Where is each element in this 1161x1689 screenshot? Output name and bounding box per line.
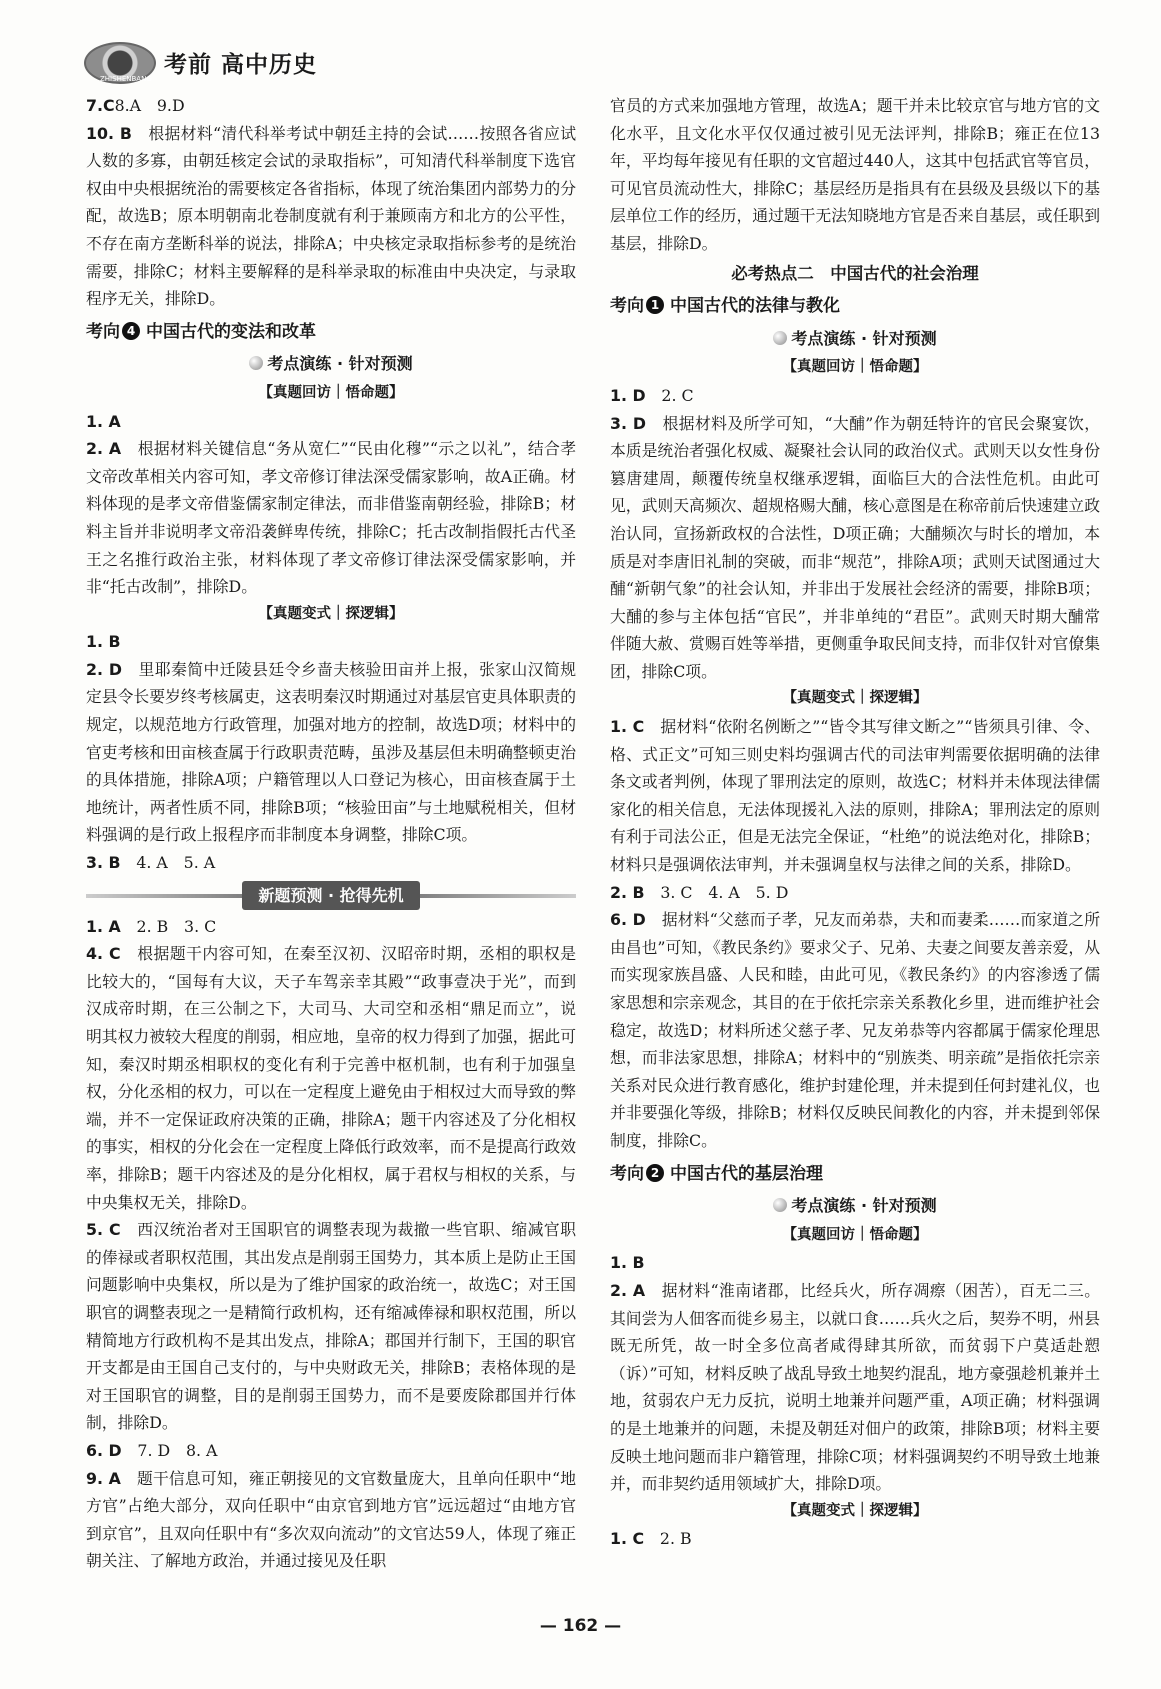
answer-text: 2. C [645, 385, 694, 405]
answer-paragraph [86, 940, 576, 1216]
heading-text: 中国古代的基层治理 [670, 1163, 823, 1184]
heading-number-badge: 4 [122, 322, 140, 340]
heading-number-badge: 2 [646, 1164, 664, 1182]
answer-text: 8.A 9.D [114, 96, 185, 115]
banner-label: 新题预测 · 抢得先机 [242, 881, 419, 911]
bracket-heading: 【真题变式｜探逻辑】 [258, 605, 404, 622]
answer-paragraph [610, 1249, 1100, 1277]
heading-prefix: 考向 [610, 1163, 644, 1184]
answer-text: 根据材料关键信息“务从宽仁”“民由化穆”“示之以礼”，结合孝文帝改革相关内容可知，孝文帝修订律法深受儒家影响，故A正确。材料体现的是孝文帝借鉴儒家制定律法，而非借鉴南朝经验，排除B；材料主旨并非说明孝文帝沿袭鲜卑传统，排除C；托古改制指假托古代圣王之名推行政治主张，材料体现了孝文帝修订律法深受儒家影响，并非“托古改制”，排除D。 [86, 439, 576, 597]
answer-text: 根据材料“清代科举考试中朝廷主持的会试……按照各省应试人数的多寡，由朝廷核定会试的录取指标”，可知清代科举制度下选官权由中央根据统治的需要核定各省指标，体现了统治集团内部势力的分配，故选B；原本明朝南北卷制度就有利于兼顾南方和北方的公平性，不存在南方垄断科举的说法，排除A；中央核定录取指标参考的是统治需要，排除C；材料主要解释的是科举录取的标准由中央决定，与录取程序无关，排除D。 [86, 123, 577, 309]
answer-text: 据材料“淮南诸郡，比经兵火，所存凋瘵（困苦），百无二三。其间尝为人佃客而徙乡易主，以就口食……兵火之后，契券不明，州县既无所凭，故一时全多位高者咸得肆其所欲，而贫弱下户莫适赴愬（诉）”可知，材料反映了战乱导致土地契约混乱，地方豪强趁机兼并土地，贫弱农户无力反抗，说明土地兼并问题严重，A项正确；材料强调的是土地兼并的问题，未提及朝廷对佃户的政策，排除B项；材料主要反映土地问题而非户籍管理，排除C项；材料强调契约不明导致土地兼并，而非契约适用领域扩大，排除D项。 [610, 1280, 1101, 1494]
page-number: — 162 — [539, 1616, 622, 1636]
answer-paragraph [610, 1277, 1100, 1498]
answer-paragraph [610, 1525, 1100, 1553]
bracket-heading: 【真题回访｜悟命题】 [258, 384, 404, 401]
answer-paragraph [86, 656, 576, 849]
answer-text: 题干信息可知，雍正朝接见的文官数量庞大，且单向任职中“地方官”占绝大部分，双向任职中“由京官到地方官”远远超过“由地方官到京官”，且双向任职中有“多次双向流动”的文官达59人，体现了雍正朝关注、了解地方政治，并通过接见及任职 [86, 1468, 577, 1571]
answer-text: 根据题干内容可知，在秦至汉初、汉昭帝时期，丞相的职权是比较大的，“国每有大议，天子车驾亲幸其殿”“政事壹决于光”，而到汉成帝时期，在三公制之下，大司马、大司空和丞相“鼎足而立”，说明其权力被较大程度的削弱，相应地，皇帝的权力得到了加强，据此可知，秦汉时期丞相职权的变化有利于完善中枢机制，也有利于加强皇权，分化丞相的权力，可以在一定程度上避免由于相权过大而导致的弊端，并不一定保证政府决策的正确，排除A；题干内容述及了分化相权的事实，相权的分化会在一定程度上降低行政效率，而不是提高行政效率，排除B；题干内容述及的是分化相权，属于君权与相权的关系，与中央集权无关，排除D。 [86, 944, 576, 1212]
answer-paragraph [86, 1437, 576, 1465]
answer-paragraph [86, 849, 576, 877]
answer-paragraph [610, 906, 1100, 1154]
bracket-heading: 【真题变式｜探逻辑】 [782, 1502, 928, 1519]
answer-paragraph [86, 435, 576, 601]
answer-number: 7.C [86, 96, 115, 115]
subsection-text: 考点演练 · 针对预测 [791, 328, 937, 348]
answer-text: 2. B [644, 1529, 692, 1549]
subsection-heading [610, 1192, 1100, 1220]
answer-paragraph [610, 879, 1100, 907]
heading-prefix: 考向 [86, 321, 120, 342]
book-title: 考前 高中历史 [164, 52, 318, 78]
heading-number-badge: 1 [646, 296, 664, 314]
heading-text: 中国古代的法律与教化 [670, 296, 840, 317]
left-column [86, 92, 576, 1575]
answer-number: 9. A [86, 1468, 121, 1488]
banner-heading [86, 881, 576, 911]
answer-paragraph [86, 913, 576, 941]
answer-paragraph [610, 382, 1100, 410]
answer-text: 里耶秦简中迁陵县廷令乡啬夫核验田亩并上报，张家山汉简规定县令长要岁终考核属吏，这表明秦汉时期通过对基层官吏具体职责的规定，以规范地方行政管理，加强对地方的控制，故选D项；材料中的官吏考核和田亩核查属于行政职责范畴，虽涉及基层但未明确整顿吏治的具体措施，排除A项；户籍管理以人口登记为核心，田亩核查属于土地统计，两者性质不同，排除B项；“核验田亩”与土地赋税相关，但材料强调的是行政上报程序而非制度本身调整，排除C项。 [86, 659, 576, 845]
logo-text: ZHISHENBANG [100, 75, 152, 83]
bullet-ball-icon [773, 331, 787, 345]
answer-number: 2. B [610, 882, 645, 902]
answer-text: 4. A 5. A [120, 853, 216, 873]
section-heading [86, 319, 576, 347]
answer-number: 3. D [610, 413, 646, 433]
answer-number: 2. D [86, 659, 123, 679]
answer-paragraph [86, 92, 576, 120]
answer-number: 10. B [86, 123, 132, 143]
answer-number: 1. A [86, 916, 121, 936]
bracket-heading: 【真题回访｜悟命题】 [782, 1226, 928, 1243]
subsection-heading [610, 325, 1100, 353]
answer-paragraph [610, 713, 1100, 879]
heading-text: 中国古代的变法和改革 [146, 321, 316, 342]
answer-number: 1. A [86, 411, 121, 431]
answer-number: 1. B [86, 632, 121, 652]
right-column [610, 92, 1100, 1553]
answer-paragraph [610, 92, 1100, 258]
answer-text: 据材料“父慈而子孝，兄友而弟恭，夫和而妻柔……而家道之所由昌也”可知，《教民条约》要求父子、兄弟、夫妻之间要友善亲爱，从而实现家族昌盛、人民和睦，由此可见，《教民条约》的内容渗透了儒家思想和宗亲观念，其目的在于依托宗亲关系教化乡里，进而维护社会稳定，故选D；材料所述父慈子孝、兄友弟恭等内容都属于儒家伦理思想，而非法家思想，排除A；材料中的“别族类、明亲疏”是指依托宗亲关系对民众进行教育感化，维护封建伦理，并未提到任何封建礼仪，也并非要强化等级，排除B；材料仅反映民间教化的内容，并未提到邻保制度，排除C。 [610, 910, 1101, 1150]
answer-text: 据材料“依附名例断之”“皆令其写律文断之”“皆须具引律、令、格、式正文”可知三则史料均强调古代的司法审判需要依据明确的法律条文或者判例，体现了罪刑法定的原则，故选C；材料并未体现法律儒家化的相关信息，无法体现援礼入法的原则，排除A；罪刑法定的原则有利于司法公正，但是无法完全保证，“杜绝”的说法绝对化，排除B；材料只是强调依法审判，并未强调皇权与法律之间的关系，排除D。 [610, 717, 1100, 875]
subsection-text: 考点演练 · 针对预测 [267, 354, 413, 374]
bracket-heading: 【真题回访｜悟命题】 [782, 359, 928, 376]
bracket-heading: 【真题变式｜探逻辑】 [782, 690, 928, 707]
answer-number: 2. A [610, 1280, 646, 1300]
answer-text: 2. B 3. C [120, 916, 217, 936]
bullet-ball-icon [773, 1198, 787, 1212]
answer-number: 5. C [86, 1220, 121, 1240]
subsection-heading [86, 350, 576, 378]
publisher-logo-icon [84, 42, 156, 84]
answer-paragraph [610, 410, 1100, 686]
answer-text: 官员的方式来加强地方管理，故选A；题干并未比较京官与地方官的文化水平，且文化水平仅仅通过被引见无法评判，排除B；雍正在位13年，平均每年接见有任职的文官超过440人，这其中包括武官等官员，可见官员流动性大，排除C；基层经历是指具有在县级及县级以下的基层单位工作的经历，通过题干无法知晓地方官是否来自基层，或任职到基层，排除D。 [610, 96, 1100, 253]
section-heading [610, 293, 1100, 321]
answer-number: 6. D [610, 910, 646, 930]
answer-paragraph [86, 1465, 576, 1575]
answer-paragraph [86, 120, 576, 313]
answer-number: 6. D [86, 1440, 122, 1460]
section-heading [610, 1161, 1100, 1189]
answer-number: 1. C [610, 1529, 645, 1549]
answer-number: 1. D [610, 385, 646, 405]
bullet-ball-icon [249, 356, 263, 370]
answer-number: 1. B [610, 1253, 645, 1273]
answer-text: 西汉统治者对王国职官的调整表现为裁撤一些官职、缩减官职的俸禄或者职权范围，其出发点是削弱王国势力，其本质上是防止王国问题影响中央集权，所以是为了维护国家的政治统一，故选C；对王国职官的调整表现之一是精简行政机构，还有缩减俸禄和职权范围，所以精简地方行政机构不是其出发点，排除A；郡国并行制下，王国的职官开支都是由王国自己支付的，与中央财政无关，排除B；表格体现的是对王国职官的调整，目的是削弱王国势力，而不是要废除郡国并行体制，排除D。 [86, 1220, 576, 1433]
answer-number: 4. C [86, 944, 121, 964]
answer-text: 根据材料及所学可知，“大酺”作为朝廷特许的官民会聚宴饮，本质是统治者强化权威、凝聚社会认同的政治仪式。武则天以女性身份篡唐建周，颠覆传统皇权继承逻辑，面临巨大的合法性危机。由此可见，武则天高频次、超规格赐大酺，核心意图是在称帝前后快速建立政治认同，宣扬新政权的合法性，D项正确；大酺频次与时长的增加，本质是对李唐旧礼制的突破，而非“规范”，排除A项；武则天试图通过大酺“新朝气象”的社会认知，并非出于发展社会经济的需要，排除B项；大酺的参与主体包括“官民”，并非单纯的“君臣”。武则天时期大酺常伴随大赦、赏赐百姓等举措，更侧重争取民间支持，而非仅针对官僚集团，排除C项。 [610, 413, 1100, 681]
answer-paragraph [86, 628, 576, 656]
answer-number: 2. A [86, 439, 122, 459]
answer-text: 7. D 8. A [121, 1440, 218, 1460]
hotspot-title: 必考热点二 中国古代的社会治理 [731, 263, 979, 283]
subsection-text: 考点演练 · 针对预测 [791, 1196, 937, 1216]
answer-number: 1. C [610, 717, 645, 737]
answer-paragraph [86, 1216, 576, 1437]
answer-paragraph [86, 408, 576, 436]
heading-prefix: 考向 [610, 296, 644, 317]
answer-text: 3. C 4. A 5. D [644, 882, 789, 902]
page-header [78, 38, 1088, 88]
answer-number: 3. B [86, 853, 121, 873]
